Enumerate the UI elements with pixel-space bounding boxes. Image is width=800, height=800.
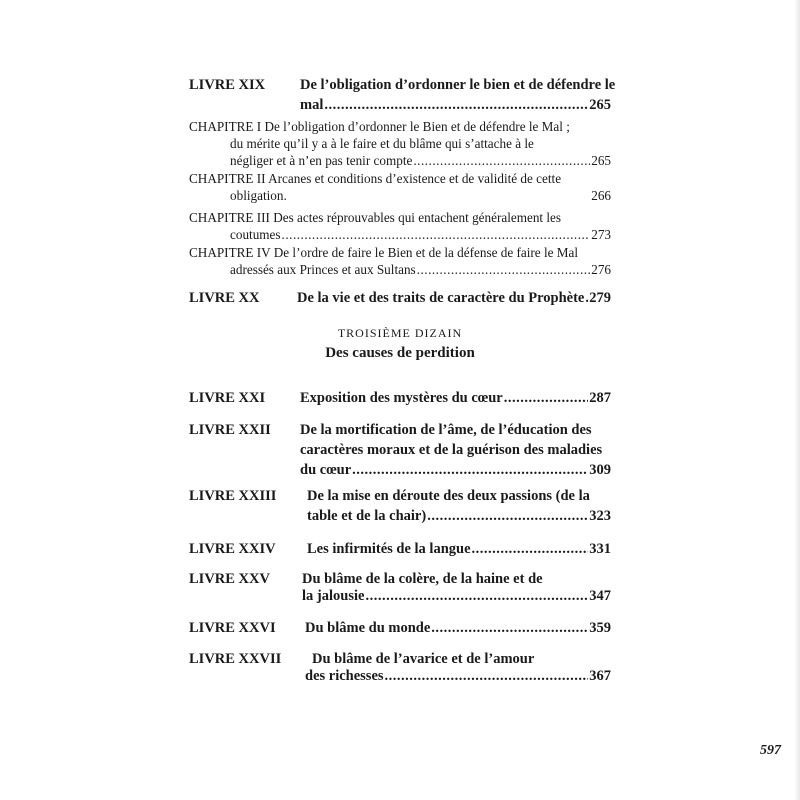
livre-title-line: table et de la chair) <box>307 508 427 524</box>
livre-label: LIVRE XXV <box>189 571 270 587</box>
dotted-leader-line <box>307 540 611 558</box>
livre-title-line: Les infirmités de la langue <box>307 541 471 557</box>
dotted-leader-line <box>297 289 611 307</box>
livre-title-line: Du blâme du monde <box>305 620 431 636</box>
section-subtitle: TROISIÈME DIZAIN <box>337 326 463 340</box>
page-number: 331 <box>589 541 611 557</box>
dot-leader <box>431 619 588 637</box>
dotted-leader-line <box>302 587 611 605</box>
dot-leader <box>352 461 588 479</box>
dot-leader <box>585 289 588 307</box>
livre-title-line: mal <box>300 97 324 113</box>
livre-title-line: De la mise en déroute des deux passions (de la <box>307 488 590 504</box>
page-edge-shadow <box>794 0 800 800</box>
livre-title-line: Exposition des mystères du cœur <box>300 390 503 406</box>
livre-title-line: De la vie et des traits de caractère du Prophète <box>297 290 585 306</box>
dot-leader <box>282 226 591 244</box>
dotted-leader-line <box>300 389 611 407</box>
dotted-leader-line <box>300 461 611 479</box>
chapter-line: obligation. <box>230 188 287 203</box>
page-number: 273 <box>591 227 611 242</box>
livre-title-line: caractères moraux et de la guérison des maladies <box>300 442 603 458</box>
page-number: 323 <box>589 508 611 524</box>
dot-leader <box>417 261 591 279</box>
dotted-leader-line <box>230 261 611 279</box>
dot-leader <box>413 152 590 170</box>
dotted-leader-line <box>230 187 611 205</box>
chapter-line: CHAPITRE III Des actes réprouvables qui entachent généralement les <box>189 210 562 225</box>
dotted-leader-line <box>230 152 611 170</box>
chapter-line: du mérite qu’il y a à le faire et du blâme qui s’attache à le <box>230 136 534 151</box>
livre-title-line: Du blâme de l’avarice et de l’amour <box>312 651 535 667</box>
page-number: 359 <box>589 620 611 636</box>
page-folio-number: 597 <box>760 743 781 758</box>
dotted-leader-line <box>307 507 611 525</box>
page-number: 276 <box>591 262 611 277</box>
livre-title-line: De la mortification de l’âme, de l’éducation des <box>300 422 592 438</box>
chapter-line: CHAPITRE II Arcanes et conditions d’existence et de validité de cette <box>189 171 562 186</box>
dot-leader <box>427 507 588 525</box>
dot-leader <box>324 96 588 114</box>
section-title: Des causes de perdition <box>325 345 475 361</box>
chapter-line: CHAPITRE I De l’obligation d’ordonner le Bien et de défendre le Mal ; <box>189 119 570 134</box>
livre-label: LIVRE XIX <box>189 77 266 93</box>
dot-leader <box>385 667 589 685</box>
livre-label: LIVRE XXII <box>189 422 271 438</box>
livre-title-line: des richesses <box>305 668 384 684</box>
livre-label: LIVRE XXIII <box>189 488 277 504</box>
dot-leader <box>504 389 589 407</box>
dotted-leader-line <box>305 667 611 685</box>
livre-label: LIVRE XXIV <box>189 541 276 557</box>
chapter-line: coutumes <box>230 227 281 242</box>
page-number: 287 <box>589 390 611 406</box>
dotted-leader-line <box>305 619 611 637</box>
livre-title-line: la jalousie <box>302 588 365 604</box>
livre-label: LIVRE XXVI <box>189 620 276 636</box>
dot-leader <box>365 587 588 605</box>
livre-label: LIVRE XXVII <box>189 651 282 667</box>
livre-title-line: Du blâme de la colère, de la haine et de <box>302 571 543 587</box>
livre-label: LIVRE XXI <box>189 390 266 406</box>
chapter-line: CHAPITRE IV De l’ordre de faire le Bien et de la défense de faire le Mal <box>189 245 578 260</box>
livre-label: LIVRE XX <box>189 290 260 306</box>
dotted-leader-line <box>300 96 611 114</box>
chapter-line: négliger et à n’en pas tenir compte <box>230 153 413 168</box>
page-number: 265 <box>591 153 611 168</box>
dot-leader <box>472 540 589 558</box>
page-number: 347 <box>589 588 611 604</box>
page-number: 279 <box>589 290 611 306</box>
dotted-leader-line <box>230 226 611 244</box>
chapter-line: adressés aux Princes et aux Sultans <box>230 262 416 277</box>
livre-title-line: De l’obligation d’ordonner le bien et de défendre le <box>300 77 616 93</box>
livre-title-line: du cœur <box>300 462 352 478</box>
page-number: 309 <box>589 462 611 478</box>
page-number: 265 <box>589 97 611 113</box>
page-number: 367 <box>589 668 611 684</box>
page-number: 266 <box>591 188 611 203</box>
